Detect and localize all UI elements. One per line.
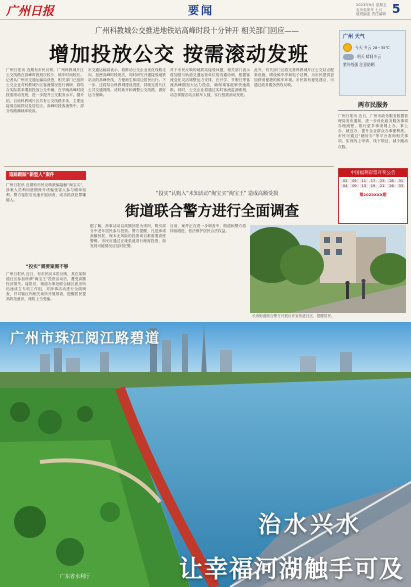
story1-headline[interactable]: 增加投放公交 按需滚动发班 bbox=[49, 42, 309, 66]
lottery-number: 05 bbox=[352, 179, 357, 183]
newspaper-logo: 广州日报 bbox=[6, 4, 55, 18]
street-photo-caption: 长寿街道联合警方开展反诈宣传进社区，提醒居民。 bbox=[252, 314, 335, 318]
story2-kicker: “投实”认购入“未知活动”淘宝买“淘宝王” 造成高额受损 bbox=[155, 191, 279, 197]
story2-side-body: 广州日报讯 近期有市民反映被骗接触“淘宝买”，涉案人员利用虚假账号诱骗受害人参与刷单返利，警方接报后迅速开展侦查，成功抓获犯罪嫌疑人。 bbox=[6, 183, 86, 203]
street-photo bbox=[250, 225, 406, 313]
page-number: 5 bbox=[392, 2, 401, 16]
story1-kicker: 广州科教城公交推进地铁站高峰时段十分钟开 相关部门回应—— bbox=[95, 26, 299, 35]
story2-column-3: 目前，案件正在进一步调查中，街道和警方将持续跟进，依法维护居民合法权益。 bbox=[170, 224, 246, 234]
story1-column-4: 此外，有关部门还将完善科教城片区公交站点配套设施，增设候车亭和电子站牌，为市民提供更加舒适便捷的候车环境。市民如有意见建议，可通过政务服务热线反映。 bbox=[254, 68, 334, 88]
feature-credit: 广东省水利厅 bbox=[60, 574, 91, 580]
lottery-issue: 第2023XXX期 bbox=[359, 192, 387, 197]
feature-slogan-2: 让幸福河湖触手可及 bbox=[179, 554, 404, 583]
story1-column-2: 市交通运输局表示，将推动公交企业优化线路走向，加密高峰时段班次，同时研究开通接驳地铁站点的高峰快线，方便师生和周边居民出行。下一步，还将结合科教城建设进度，持续完善片区公共交通网络，适时新开和调整公交线路，做好运力保障。 bbox=[88, 68, 166, 98]
cloud-icon bbox=[343, 54, 354, 60]
lottery-number: 09 bbox=[352, 184, 357, 188]
story2-headline[interactable]: 街道联合警方进行全面调查 bbox=[125, 203, 299, 220]
weather-note: 紫外线强 注意防晒 bbox=[343, 62, 375, 67]
sidebar-heading[interactable]: 两市民服务 bbox=[357, 102, 388, 109]
lottery-number: 28 bbox=[389, 179, 394, 183]
lottery-number: 23 bbox=[380, 179, 385, 183]
lottery-number: 13 bbox=[361, 184, 366, 188]
feature-slogan-1: 治水兴水 bbox=[258, 511, 362, 538]
date-line: 2023年9月 星期五 bbox=[356, 3, 387, 7]
lottery-number: 31 bbox=[398, 179, 404, 183]
lottery-number: 02 bbox=[342, 179, 348, 183]
weather-title: 广州 天气 bbox=[343, 34, 365, 40]
story2-subhead: “投实”需要案需不够 bbox=[25, 265, 69, 270]
story1-column-1: 广州日报讯 近期有市民反映，广州科教城片区公交线路在高峰时段班次较少、候车时间较长。记者从广州市交通运输局获悉，相关部门已组织公交企业对科教城片区客流情况进行调研，将结合实际需求增加投放公交车辆，在早晚高峰时段按需滚动发班，进一步提升公交服务水平。据介绍，目前科教城片区共有公交线路多条，主要连接周边地铁站及居住区。高峰时段客流集中，部分线路满载率较高。 bbox=[6, 68, 84, 113]
date-info bbox=[356, 3, 390, 17]
sidebar-rule bbox=[338, 110, 408, 111]
lottery-number-grid bbox=[339, 177, 407, 190]
lottery-title: 中国福利彩票开奖公告 bbox=[339, 169, 407, 177]
river-feature-photo bbox=[0, 322, 411, 587]
date-line: 农历癸卯年 七月 bbox=[356, 7, 383, 12]
lottery-number: 04 bbox=[342, 184, 348, 188]
date-line: 值班编委 责任编辑 bbox=[356, 12, 386, 17]
weather-box bbox=[339, 30, 406, 96]
lottery-number: 33 bbox=[398, 184, 404, 188]
street-scene-illustration bbox=[250, 225, 406, 313]
lottery-number: 11 bbox=[361, 179, 366, 183]
feature-photo-title[interactable]: 广州市珠江阅江路碧道 bbox=[10, 331, 160, 347]
story2-side-tag[interactable]: 追踪跟踪“新型人”案件 bbox=[6, 171, 86, 180]
story1-column-3: 对于市民反映的地铁站接驳问题，相关部门表示将加强与轨道交通运营单位的沟通协调，根据客流变化灵活调整运力安排，在开学、节假日等客流高峰期加大运力投放，确保乘客能够快速疏散。同时，公交企业将通过实时客流监测系统，动态掌握各站点候车人数，实行按需滚动发班。 bbox=[170, 68, 250, 98]
lottery-box bbox=[338, 168, 408, 224]
lottery-number: 21 bbox=[380, 184, 385, 188]
weather-today: 今天 多云 28~35℃ bbox=[355, 44, 390, 50]
page-masthead bbox=[0, 0, 411, 20]
lottery-number: 17 bbox=[370, 179, 376, 183]
weather-tomorrow: 明天 晴间多云 bbox=[357, 54, 381, 59]
lottery-number: 19 bbox=[370, 184, 376, 188]
lottery-number: 26 bbox=[389, 184, 394, 188]
river-greenway-illustration bbox=[0, 322, 411, 587]
story2-column-1: 广州日报讯 近日，有市民向本报反映，其在某街道社区参加所谓“淘宝王”投资活动后，遭受高额经济损失。接报后，街道办事处联合辖区派出所迅速成立专项工作组，对涉事活动进行全面调查，并对辖区内相关场所开展排查，提醒居民提高防范意识，谨防上当受骗。 bbox=[6, 272, 86, 302]
sun-icon bbox=[343, 43, 352, 52]
sidebar-body: 广州日报讯 近日，广州市政务服务数据管理局发布通知，进一步优化政务服务事项办理流程，推行更多事项网上办、掌上办、就近办，提升企业群众办事便利度。市民可通过“穗好办”等平台查询相关事项，实现线上申请、线下领证，减少跑动次数。 bbox=[338, 114, 408, 149]
section-name: 要闻 bbox=[188, 4, 214, 17]
story2-column-2: 据了解，涉事活动以高额回报为诱饵，吸引部分中老年居民参与投资。警方提醒，凡是承诺高额回报、保本无风险的投资项目都需要高度警惕，市民应通过正规渠道进行理财投资，如发现可疑情况应及时报警。 bbox=[90, 224, 166, 249]
section-divider bbox=[4, 166, 334, 167]
